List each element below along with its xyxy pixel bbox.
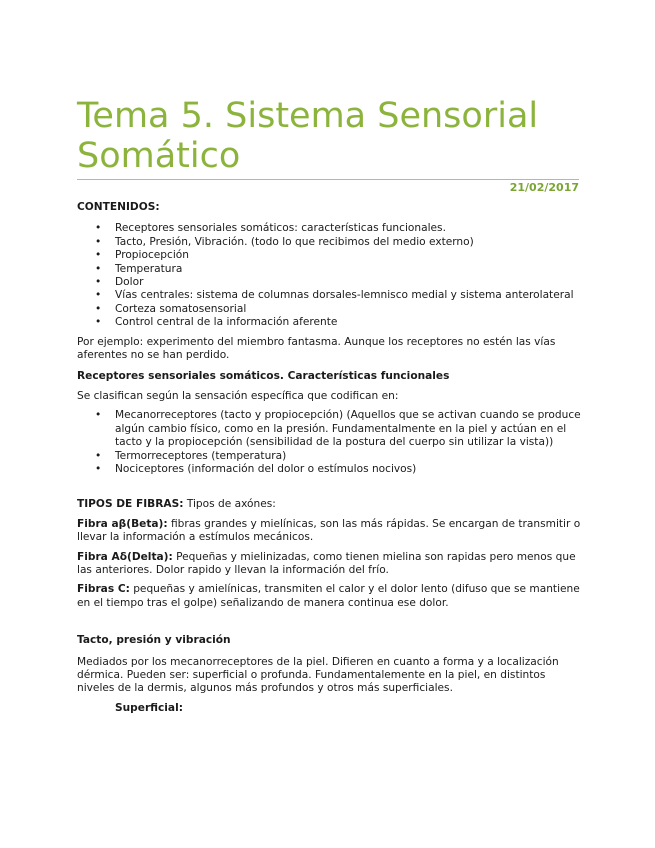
contenidos-list bbox=[77, 222, 582, 329]
title-divider bbox=[77, 179, 579, 180]
list-item: • Control central de la información aferente bbox=[77, 316, 582, 329]
list-item: • Vías centrales: sistema de columnas dorsales-lemnisco medial y sistema anterolateral bbox=[77, 289, 582, 302]
tipos-fibras-text: Tipos de axónes: bbox=[183, 498, 276, 511]
tipos-fibras-paragraph bbox=[77, 498, 582, 511]
fibra-c-text: pequeñas y amielínicas, transmiten el calor y el dolor lento (difuso que se mantiene en el tiempo tras el golpe) señalizando de manera continua ese dolor. bbox=[77, 583, 580, 609]
list-item: • Corteza somatosensorial bbox=[77, 303, 582, 316]
clasifican-paragraph: Se clasifican según la sensación específica que codifican en: bbox=[77, 389, 399, 402]
fibra-delta-label: Fibra Aδ(Delta): bbox=[77, 550, 173, 563]
list-item: • Mecanorreceptores (tacto y propiocepción) (Aquellos que se activan cuando se produce algún cambio físico, como en la presión. Fundamentalmente en la piel y actúan en el tacto y la propiocepción (sensibilidad de la postura del cuerpo sin utilizar la vista)) bbox=[77, 409, 582, 449]
ejemplo-paragraph: Por ejemplo: experimento del miembro fantasma. Aunque los receptores no estén las vías aferentes no se han perdido. bbox=[77, 335, 556, 362]
fibra-beta-label: Fibra aβ(Beta): bbox=[77, 517, 168, 530]
list-item: • Termorreceptores (temperatura) bbox=[77, 450, 582, 463]
page-title: Tema 5. Sistema Sensorial Somático bbox=[77, 96, 539, 176]
list-item: • Nociceptores (información del dolor o estímulos nocivos) bbox=[77, 463, 582, 476]
superficial-heading: Superficial: bbox=[115, 701, 183, 714]
fibra-beta-text: fibras grandes y mielínicas, son las más rápidas. Se encargan de transmitir o llevar la información a estímulos mecánicos. bbox=[77, 517, 581, 544]
tacto-paragraph: Mediados por los mecanorreceptores de la piel. Difieren en cuanto a forma y a localización dérmica. Pueden ser: superficial o profunda. Fundamentalemente en la piel, en distintos niveles de la dermis, algunos más profundos y otros más superficiales. bbox=[77, 655, 559, 695]
receptores-list bbox=[77, 409, 582, 476]
fibra-delta-text: Pequeñas y mielinizadas, como tienen mielina son rapidas pero menos que las anteriores. Dolor rapido y llevan la información del frío. bbox=[77, 550, 576, 576]
tipos-fibras-label: TIPOS DE FIBRAS: bbox=[77, 498, 184, 511]
tacto-heading: Tacto, presión y vibración bbox=[77, 634, 231, 647]
fibra-c-label: Fibras C: bbox=[77, 583, 130, 596]
list-item: • Tacto, Presión, Vibración. (todo lo que recibimos del medio externo) bbox=[77, 236, 582, 249]
fibra-delta-paragraph bbox=[77, 551, 582, 578]
contenidos-heading: CONTENIDOS: bbox=[77, 201, 160, 213]
list-item: • Temperatura bbox=[77, 263, 582, 276]
fibra-c-paragraph bbox=[77, 583, 582, 610]
receptores-heading: Receptores sensoriales somáticos. Características funcionales bbox=[77, 370, 450, 383]
list-item: • Dolor bbox=[77, 276, 582, 289]
list-item: • Propiocepción bbox=[77, 249, 582, 262]
fibra-beta-paragraph bbox=[77, 518, 582, 545]
document-body bbox=[77, 201, 582, 715]
document-date: 21/02/2017 bbox=[509, 181, 579, 194]
list-item: • Receptores sensoriales somáticos: características funcionales. bbox=[77, 222, 582, 235]
